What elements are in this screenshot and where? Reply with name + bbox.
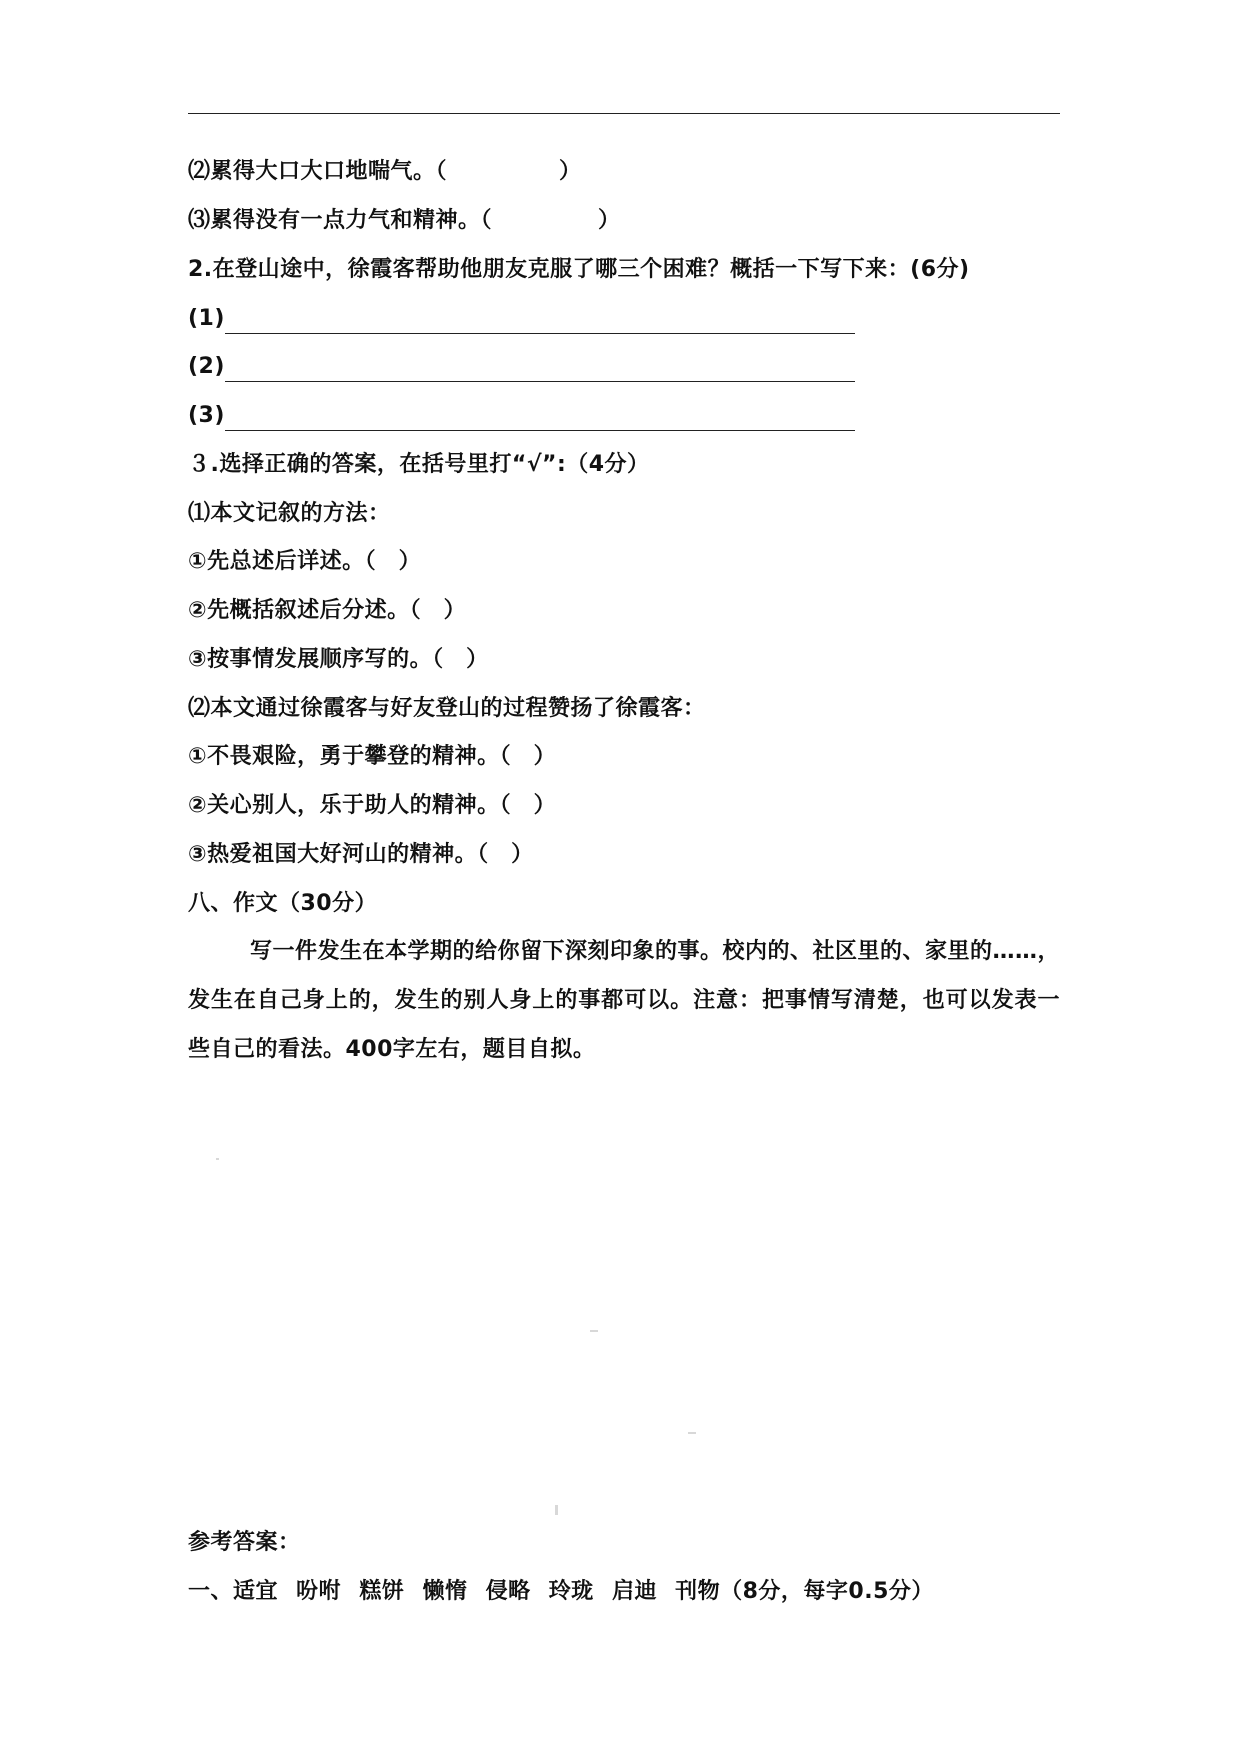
header-rule <box>188 113 1060 114</box>
q3-sub2-option-2: ②关心别人，乐于助人的精神。（ ） <box>188 793 557 818</box>
essay-heading: 八、作文（30分） <box>188 891 378 916</box>
scan-speck <box>216 1158 219 1160</box>
answers-heading: 参考答案： <box>188 1530 301 1555</box>
q3-sub2-option-3: ③热爱祖国大好河山的精神。（ ） <box>188 842 534 867</box>
q2-blank-1: (1) <box>188 304 855 334</box>
q3-sub1-option-1: ①先总述后详述。（ ） <box>188 549 422 574</box>
q3-sub2-title: ⑵本文通过徐霞客与好友登山的过程赞扬了徐霞客： <box>188 696 706 721</box>
q3-prompt: ３.选择正确的答案，在括号里打“√”:（4分） <box>188 452 650 477</box>
q3-sub1-title: ⑴本文记叙的方法： <box>188 501 391 526</box>
q3-sub2-option-1: ①不畏艰险，勇于攀登的精神。（ ） <box>188 744 557 769</box>
answer-line[interactable] <box>225 311 855 334</box>
scan-speck <box>590 1330 598 1332</box>
answers-line-1: 一、适宜 吩咐 糕饼 懒惰 侵略 玲珑 启迪 刊物（8分，每字0.5分） <box>188 1579 934 1604</box>
scan-speck <box>688 1432 696 1434</box>
q2-blank-2: (2) <box>188 352 855 382</box>
q1-item-2: ⑵累得大口大口地喘气。（ ） <box>188 159 582 184</box>
essay-instructions: 写一件发生在本学期的给你留下深刻印象的事。校内的、社区里的、家里的……，发生在自己身上的，发生的别人身上的事都可以。注意：把事情写清楚，也可以发表一些自己的看法。400字左右，题目自拟。 <box>188 939 1061 1062</box>
q3-sub1-option-2: ②先概括叙述后分述。（ ） <box>188 598 467 623</box>
answer-line[interactable] <box>225 359 855 382</box>
q1-item-3: ⑶累得没有一点力气和精神。（ ） <box>188 208 621 233</box>
q3-sub1-option-3: ③按事情发展顺序写的。（ ） <box>188 647 489 672</box>
q2-blank-3: (3) <box>188 401 855 431</box>
q2-prompt: 2.在登山途中，徐霞客帮助他朋友克服了哪三个困难？概括一下写下来：(6分) <box>188 257 970 282</box>
answer-line[interactable] <box>225 408 855 431</box>
scan-speck <box>555 1505 558 1515</box>
